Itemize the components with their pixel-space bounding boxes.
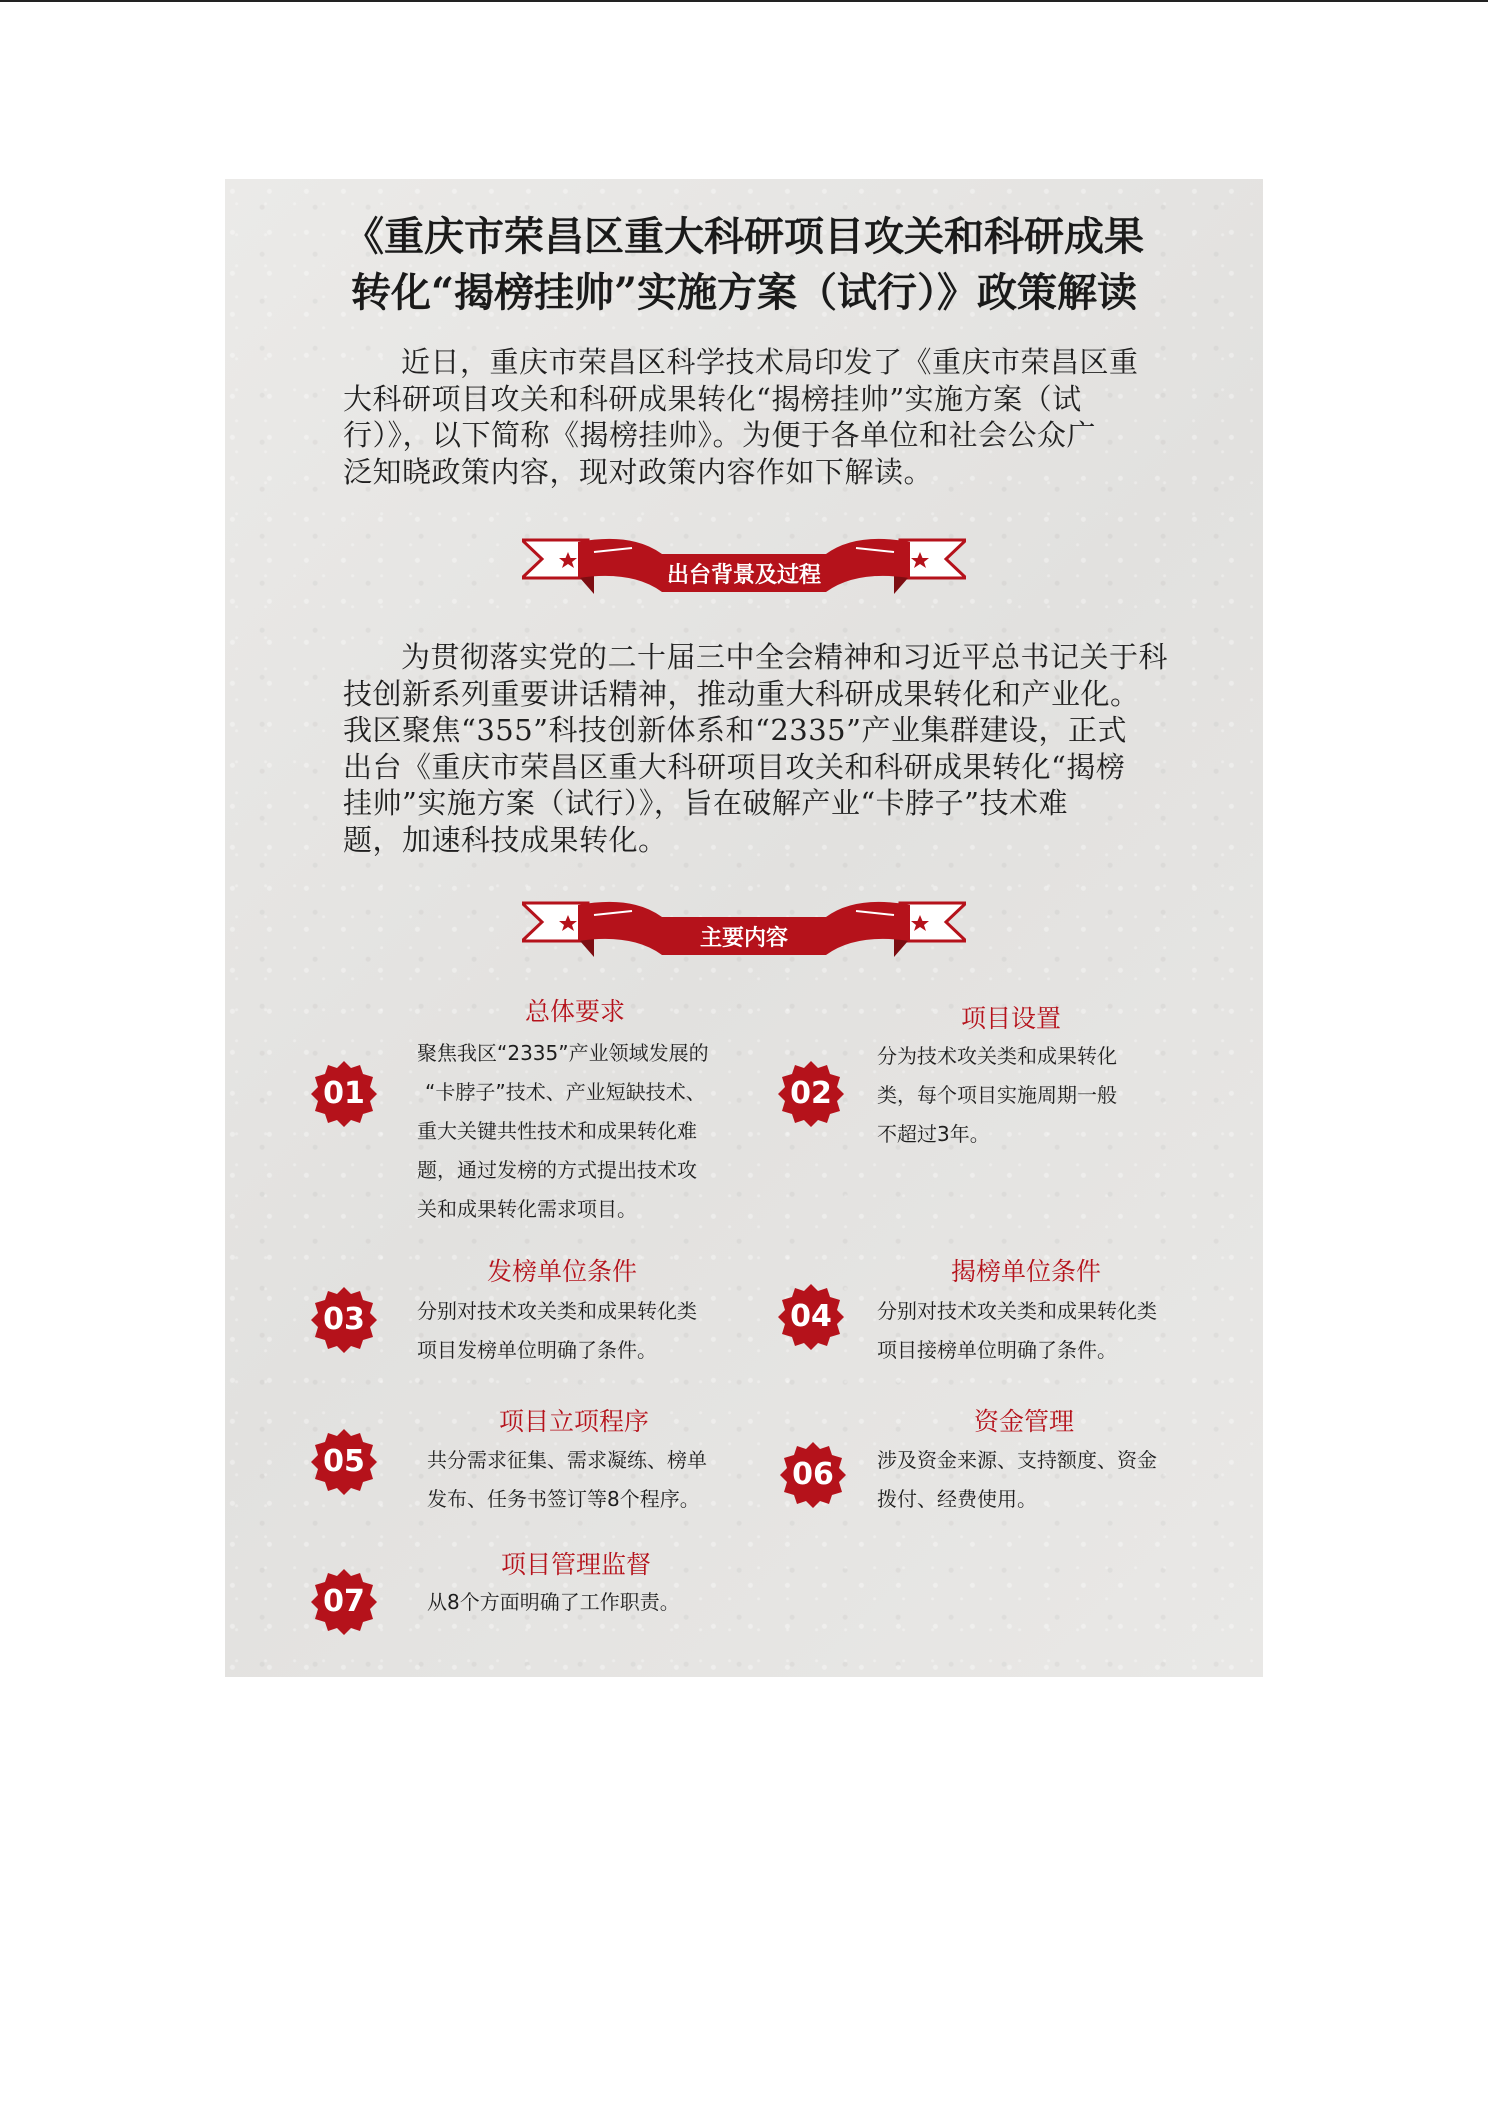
item-number-badge-06 — [780, 1442, 846, 1508]
item-number-badge-03 — [311, 1287, 377, 1353]
item-number-badge-01 — [311, 1061, 377, 1127]
item-line: 重大关键共性技术和成果转化难 — [417, 1119, 697, 1143]
intro-paragraph — [343, 344, 1143, 490]
item-line: 不超过3年。 — [877, 1122, 990, 1146]
item-title-04: 揭榜单位条件 — [951, 1257, 1102, 1286]
intro-line: 大科研项目攻关和科研成果转化“揭榜挂帅”实施方案（试 — [343, 381, 1082, 416]
item-body-06 — [877, 1441, 1157, 1519]
intro-line: 泛知晓政策内容，现对政策内容作如下解读。 — [343, 454, 934, 489]
item-line: 拨付、经费使用。 — [877, 1487, 1037, 1511]
badge-number: 01 — [323, 1076, 365, 1111]
item-line: 从8个方面明确了工作职责。 — [427, 1590, 680, 1614]
item-line: 涉及资金来源、支持额度、资金 — [877, 1448, 1157, 1472]
policy-poster — [225, 179, 1263, 1677]
item-title-06: 资金管理 — [974, 1407, 1075, 1436]
badge-number: 04 — [790, 1299, 832, 1334]
badge-number: 05 — [323, 1444, 365, 1479]
poster-title-line-1: 《重庆市荣昌区重大科研项目攻关和科研成果 — [344, 213, 1144, 260]
item-line: “卡脖子”技术、产业短缺技术、 — [425, 1080, 706, 1104]
badge-number: 06 — [792, 1457, 834, 1492]
section-banner-background — [522, 532, 966, 610]
item-number-badge-02 — [778, 1061, 844, 1127]
item-title-03: 发榜单位条件 — [487, 1257, 638, 1286]
section-banner-main-content — [522, 895, 966, 973]
item-body-01 — [417, 1034, 709, 1229]
background-line: 技创新系列重要讲话精神，推动重大科研成果转化和产业化。 — [343, 676, 1140, 711]
item-line: 题，通过发榜的方式提出技术攻 — [417, 1158, 697, 1182]
section-banner-main-content-label: 主要内容 — [699, 926, 788, 951]
item-title-05: 项目立项程序 — [499, 1407, 650, 1436]
item-body-07 — [427, 1583, 680, 1622]
item-line: 关和成果转化需求项目。 — [417, 1197, 637, 1221]
item-line: 分别对技术攻关类和成果转化类 — [417, 1299, 697, 1323]
badge-number: 02 — [790, 1076, 832, 1111]
item-number-badge-05 — [311, 1429, 377, 1495]
item-line: 类，每个项目实施周期一般 — [877, 1083, 1117, 1107]
item-body-03 — [417, 1292, 697, 1370]
item-line: 分别对技术攻关类和成果转化类 — [877, 1299, 1157, 1323]
item-title-02: 项目设置 — [961, 1004, 1062, 1033]
item-line: 聚焦我区“2335”产业领域发展的 — [417, 1041, 709, 1065]
item-line: 发布、任务书签订等8个程序。 — [427, 1487, 700, 1511]
item-body-05 — [427, 1441, 707, 1519]
poster-title-line-2: 转化“揭榜挂帅”实施方案（试行）》政策解读 — [350, 269, 1137, 316]
background-line: 题，加速科技成果转化。 — [343, 822, 668, 857]
item-line: 分为技术攻关类和成果转化 — [877, 1044, 1117, 1068]
background-line: 我区聚焦“355”科技创新体系和“2335”产业集群建设，正式 — [343, 713, 1127, 747]
intro-line: 行）》，以下简称《揭榜挂帅》。为便于各单位和社会公众广 — [343, 418, 1097, 452]
section-banner-background-label: 出台背景及过程 — [666, 563, 821, 588]
item-line: 项目发榜单位明确了条件。 — [417, 1338, 657, 1362]
badge-number: 03 — [323, 1302, 365, 1337]
item-line: 项目接榜单位明确了条件。 — [877, 1338, 1117, 1362]
item-body-04 — [877, 1292, 1157, 1370]
item-number-badge-04 — [778, 1284, 844, 1350]
item-body-02 — [877, 1037, 1117, 1154]
intro-line: 近日，重庆市荣昌区科学技术局印发了《重庆市荣昌区重 — [401, 345, 1139, 379]
item-title-07: 项目管理监督 — [501, 1550, 652, 1579]
item-title-01: 总体要求 — [525, 997, 626, 1026]
page-top-border — [0, 0, 1488, 2]
background-line: 出台《重庆市荣昌区重大科研项目攻关和科研成果转化“揭榜 — [343, 749, 1126, 784]
background-line: 为贯彻落实党的二十届三中全会精神和习近平总书记关于科 — [401, 640, 1169, 674]
item-number-badge-07 — [311, 1569, 377, 1635]
item-line: 共分需求征集、需求凝练、榜单 — [427, 1448, 707, 1472]
background-paragraph — [343, 639, 1169, 858]
badge-number: 07 — [323, 1584, 365, 1619]
background-line: 挂帅”实施方案（试行）》，旨在破解产业“卡脖子”技术难 — [343, 786, 1068, 820]
